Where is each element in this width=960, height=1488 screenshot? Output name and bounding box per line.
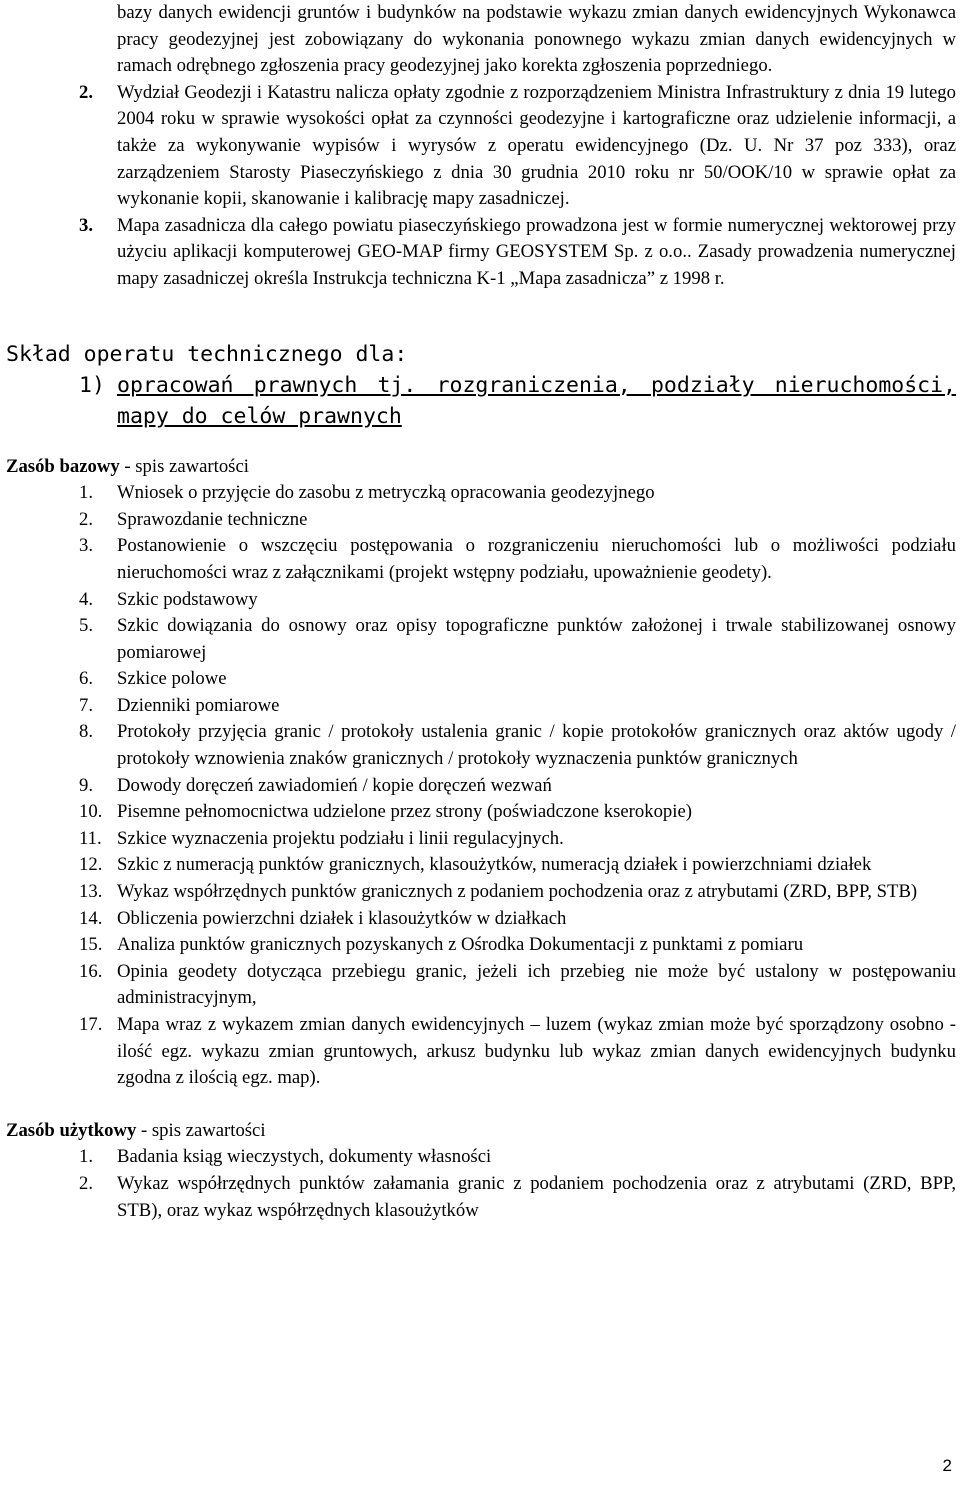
list-item-number: 1. bbox=[79, 482, 94, 504]
list-item bbox=[6, 693, 956, 720]
list-item bbox=[6, 587, 956, 614]
list-item-text: Pisemne pełnomocnictwa udzielone przez strony (poświadczone kserokopie) bbox=[117, 801, 692, 823]
list-item bbox=[6, 666, 956, 693]
zasob-uzytkowy-heading bbox=[6, 1118, 956, 1145]
list-item-text: Obliczenia powierzchni działek i klasoużytków w działkach bbox=[117, 907, 567, 929]
list-item bbox=[6, 719, 956, 772]
list-item-text: Dzienniki pomiarowe bbox=[117, 694, 280, 716]
zasob-bazowy-list bbox=[6, 480, 956, 1092]
list-item-number: 15. bbox=[79, 934, 103, 956]
list-item-number: 12. bbox=[79, 854, 103, 876]
list-item-number: 13. bbox=[79, 881, 103, 903]
list-item bbox=[6, 773, 956, 800]
intro-continuation: bazy danych ewidencji gruntów i budynków na podstawie wykazu zmian danych ewidencyjnych Wykonawca pracy geodezyjnej jest zobowiązany do wykonania ponownego wykazu zmian danych ewidencyjnych w ramach odrębnego zgłoszenia pracy geodezyjnej jako korekta zgłoszenia poprzedniego. bbox=[117, 2, 956, 77]
list-item-number: 6. bbox=[79, 668, 94, 690]
list-item bbox=[6, 480, 956, 507]
zasob-uzytkowy-label: Zasób użytkowy bbox=[6, 1119, 137, 1141]
list-item-number: 17. bbox=[79, 1014, 103, 1035]
list-item bbox=[6, 879, 956, 906]
page-number: 2 bbox=[942, 1456, 952, 1476]
list-item bbox=[6, 959, 956, 1012]
list-item-text: Analiza punktów granicznych pozyskanych z Ośrodka Dokumentacji z punktami z pomiaru bbox=[117, 934, 804, 956]
section-title: Skład operatu technicznego dla: bbox=[6, 341, 408, 367]
list-item-text: Szkic z numeracją punktów granicznych, klasoużytków, numeracją działek i powierzchniami działek bbox=[117, 854, 872, 876]
list-item-number: 11. bbox=[79, 827, 102, 849]
section-subtitle bbox=[6, 370, 956, 432]
list-item-text: Sprawozdanie techniczne bbox=[117, 508, 308, 530]
document-page bbox=[6, 0, 956, 1224]
list-item bbox=[6, 826, 956, 853]
list-item bbox=[6, 932, 956, 959]
point-3 bbox=[6, 213, 956, 293]
subtitle-text: opracowań prawnych tj. rozgraniczenia, podziały nieruchomości, mapy do celów prawnych bbox=[117, 372, 956, 429]
list-item-text: Szkic dowiązania do osnowy oraz opisy topograficzne punktów założonej i trwale stabilizowanej osnowy pomiarowej bbox=[117, 615, 956, 663]
list-item bbox=[6, 906, 956, 933]
list-item bbox=[6, 1012, 956, 1092]
list-item-number: 8. bbox=[79, 721, 94, 743]
list-item-number: 2. bbox=[79, 1172, 94, 1194]
list-item bbox=[6, 1171, 956, 1224]
list-item-number: 7. bbox=[79, 694, 94, 716]
list-item-text: Wykaz współrzędnych punktów załamania granic z podaniem pochodzenia oraz z atrybutami (ZRD, BPP, STB), oraz wykaz współrzędnych klasoużytków bbox=[117, 1172, 956, 1221]
list-item-text: Wniosek o przyjęcie do zasobu z metryczką opracowania geodezyjnego bbox=[117, 482, 655, 504]
zasob-bazowy-heading bbox=[6, 454, 956, 481]
list-item-text: Opinia geodety dotycząca przebiegu granic, jeżeli ich przebieg nie może być ustalony w postępowaniu administracyjnym, bbox=[117, 960, 956, 1009]
list-item-text: Badania ksiąg wieczystych, dokumenty własności bbox=[117, 1146, 492, 1168]
point-number: 3. bbox=[79, 214, 94, 236]
subtitle-number: 1) bbox=[79, 372, 105, 398]
zasob-uzytkowy-suffix: - spis zawartości bbox=[136, 1119, 266, 1141]
list-item bbox=[6, 852, 956, 879]
point-text: Mapa zasadnicza dla całego powiatu piaseczyńskiego prowadzona jest w formie numerycznej wektorowej przy użyciu aplikacji komputerowej GEO-MAP firmy GEOSYSTEM Sp. z o.o.. Zasady prowadzenia numerycznej mapy zasadniczej określa Instrukcja techniczna K-1 „Mapa zasadnicza” z 1998 r. bbox=[117, 214, 956, 289]
list-item bbox=[6, 507, 956, 534]
zasob-bazowy-suffix: - spis zawartości bbox=[119, 455, 249, 477]
list-item-number: 9. bbox=[79, 774, 94, 796]
list-item-text: Protokoły przyjęcia granic / protokoły ustalenia granic / kopie protokołów granicznych oraz aktów ugody / protokoły wznowienia znaków granicznych / protokoły wyznaczenia punktów granicznych bbox=[117, 721, 956, 770]
point-text: Wydział Geodezji i Katastru nalicza opłaty zgodnie z rozporządzeniem Ministra Infrastruktury z dnia 19 lutego 2004 roku w sprawie wysokości opłat za czynności geodezyjne i kartograficzne oraz udzielenie informacji, a także za wykonywanie wypisów i wyrysów z operatu ewidencyjnego (Dz. U. Nr 37 poz 333), oraz zarządzeniem Starosty Piaseczyńskiego z dnia 30 grudnia 2010 roku nr 50/OOK/10 w sprawie opłat za wykonanie kopii, skanowanie i kalibrację mapy zasadniczej. bbox=[117, 81, 956, 210]
zasob-uzytkowy-list bbox=[6, 1144, 956, 1224]
point-number: 2. bbox=[79, 81, 94, 103]
list-item bbox=[6, 533, 956, 586]
list-item-number: 1. bbox=[79, 1146, 94, 1168]
list-item-text: Szkic podstawowy bbox=[117, 588, 258, 610]
list-item-text: Postanowienie o wszczęciu postępowania o rozgraniczeniu nieruchomości lub o możliwości podziału nieruchomości wraz z załącznikami (projekt wstępny podziału, upoważnienie geodety). bbox=[117, 535, 956, 583]
list-item-number: 2. bbox=[79, 508, 94, 530]
zasob-bazowy-label: Zasób bazowy bbox=[6, 455, 120, 477]
list-item-number: 14. bbox=[79, 907, 103, 929]
list-item-number: 5. bbox=[79, 615, 94, 637]
list-item-text: Wykaz współrzędnych punktów granicznych z podaniem pochodzenia oraz z atrybutami (ZRD, BPP, STB) bbox=[117, 881, 918, 903]
list-item bbox=[6, 1144, 956, 1171]
point-2 bbox=[6, 80, 956, 213]
list-item bbox=[6, 799, 956, 826]
list-item-text: Szkice wyznaczenia projektu podziału i linii regulacyjnych. bbox=[117, 827, 564, 849]
list-item-number: 3. bbox=[79, 535, 94, 557]
list-item bbox=[6, 613, 956, 666]
list-item-text: Dowody doręczeń zawiadomień / kopie doręczeń wezwań bbox=[117, 774, 552, 796]
list-item-number: 10. bbox=[79, 801, 103, 823]
list-item-text: Mapa wraz z wykazem zmian danych ewidencyjnych – luzem (wykaz zmian może być sporządzony osobno - ilość egz. wykazu zmian gruntowych, arkusz budynku lub wykaz zmian danych ewidencyjnych budynku zgodna z ilością egz. map). bbox=[117, 1014, 956, 1089]
list-item-number: 16. bbox=[79, 960, 103, 982]
list-item-number: 4. bbox=[79, 588, 94, 610]
list-item-text: Szkice polowe bbox=[117, 668, 227, 690]
